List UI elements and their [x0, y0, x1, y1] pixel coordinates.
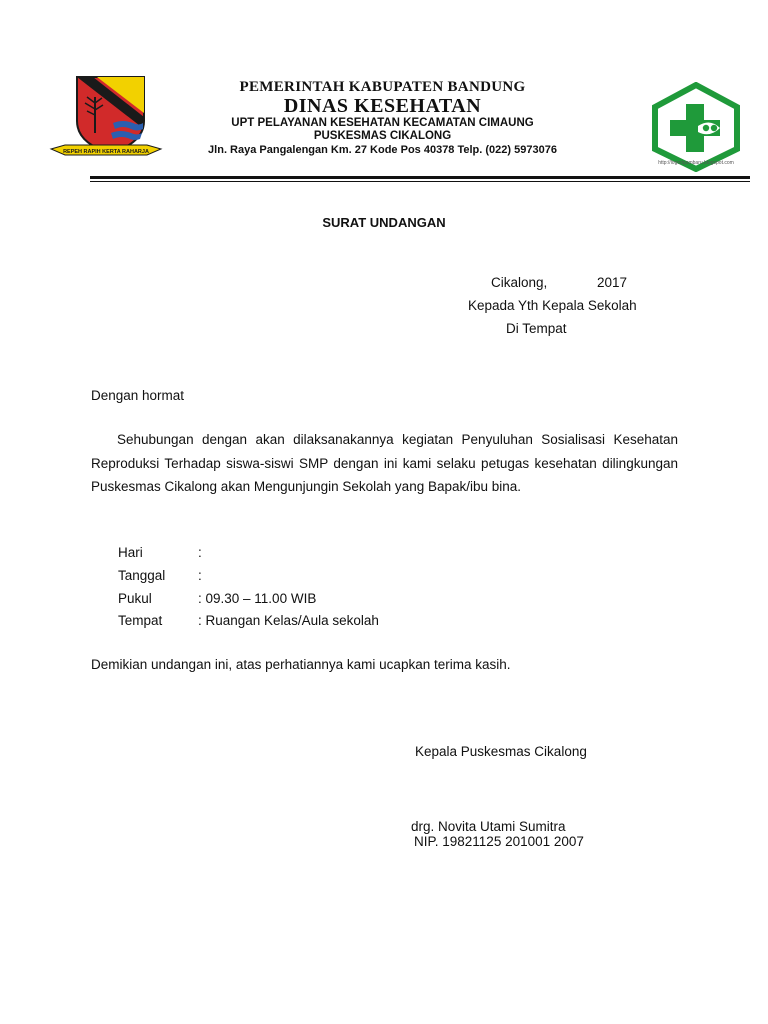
logo-caption: http://logodgambaru.blogspot.com — [658, 160, 734, 166]
recipient-place: Di Tempat — [506, 321, 567, 336]
signer-nip: NIP. 19821125 201001 2007 — [414, 834, 584, 849]
signer-name: drg. Novita Utami Sumitra — [411, 819, 566, 834]
kabupaten-bandung-crest-icon — [47, 73, 165, 163]
detail-value-place: : Ruangan Kelas/Aula sekolah — [198, 613, 379, 628]
detail-value-time: : 09.30 – 11.00 WIB — [198, 591, 317, 606]
detail-value-day: : — [198, 545, 202, 560]
letterhead-agency: DINAS KESEHATAN — [283, 95, 482, 117]
letterhead-divider-thin — [90, 181, 750, 182]
letterhead-divider-thick — [90, 176, 750, 179]
detail-label-day: Hari — [118, 545, 143, 560]
detail-label-place: Tempat — [118, 613, 163, 628]
letter-paragraph: Sehubungan dengan akan dilaksanakannya kegiatan Penyuluhan Sosialisasi Kesehatan Reproduksi Terhadap siswa-siswi SMP dengan ini kami selaku petugas kesehatan dilingkungan Puskesmas Cikalong akan Mengunjungin Sekolah yang Bapak/ibu bina. — [91, 432, 678, 494]
place-date: Cikalong, — [491, 275, 548, 290]
letterhead-government: PEMERINTAH KABUPATEN BANDUNG — [239, 79, 526, 95]
detail-label-date: Tanggal — [118, 568, 166, 583]
detail-value-date: : — [198, 568, 202, 583]
salutation: Dengan hormat — [91, 388, 185, 403]
letter-title: SURAT UNDANGAN — [322, 215, 446, 230]
letterhead-unit: UPT PELAYANAN KESEHATAN KECAMATAN CIMAUNG — [231, 117, 534, 129]
recipient: Kepada Yth Kepala Sekolah — [468, 298, 637, 313]
crest-ribbon-text: REPEH RAPIH KERTA RAHARJA — [63, 149, 149, 155]
letter-year: 2017 — [597, 275, 628, 290]
closing: Demikian undangan ini, atas perhatiannya kami ucapkan terima kasih. — [91, 657, 511, 672]
letterhead-address: Jln. Raya Pangalengan Km. 27 Kode Pos 40378 Telp. (022) 5973076 — [208, 144, 557, 156]
signer-title: Kepala Puskesmas Cikalong — [415, 744, 587, 759]
puskesmas-cross-icon — [648, 82, 744, 172]
letterhead-puskesmas: PUSKESMAS CIKALONG — [313, 130, 452, 142]
detail-label-time: Pukul — [118, 591, 152, 606]
